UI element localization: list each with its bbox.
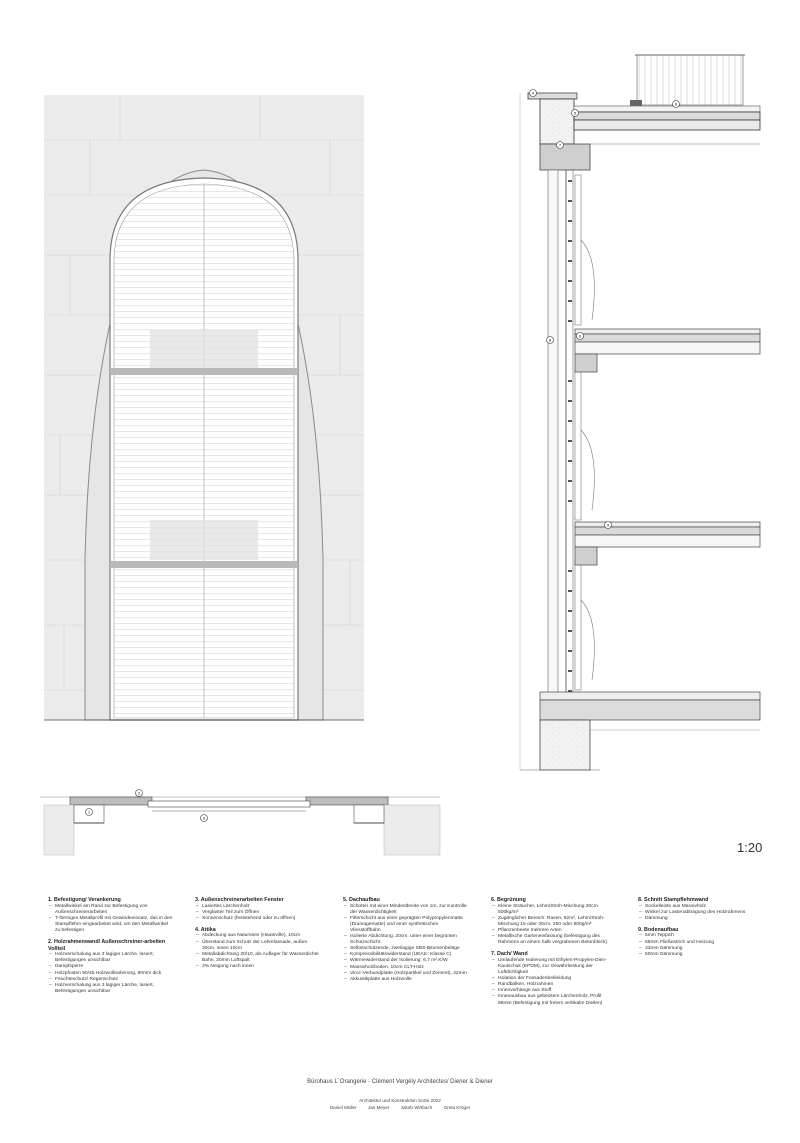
window-elements <box>575 175 594 690</box>
legend-section-title: 2. Holzrahmenwand/ Außenschreiner-arbeiten Vollteil <box>48 939 166 952</box>
legend-item: – Verglaster Teil zum Öffnen <box>195 910 320 916</box>
callout-9a: 9 <box>578 333 582 339</box>
shutter-band-lower <box>150 520 258 560</box>
plan-frame-right <box>306 797 388 805</box>
section-view <box>520 55 760 770</box>
legend-item: – Selbstschützende, zweilagige SBS-Bitumenbeläge <box>343 946 468 952</box>
callout-6: 6 <box>674 101 678 107</box>
legend-item: – Akkustikplatte aus Holzwolle <box>343 977 468 983</box>
legend-item: – Sonnenschutz (feststehend oder zu öffnen) <box>195 916 320 922</box>
legend-item: – Kompressibilitätswiderstand (UEAtc: Klasse C) <box>343 952 468 958</box>
legend-section-title: 9. Bodenaufbau <box>638 926 679 933</box>
shutter-profiles <box>568 180 572 692</box>
callout-5: 5 <box>573 110 577 116</box>
legend-item: – Metallwinkel am Rand zur Befestigung von Außenschreinerarbeiten <box>48 904 173 916</box>
callout-1: 1 <box>87 809 91 815</box>
footer-subtitle: Architektur und Konstruktion SoSe 2022 <box>359 1098 441 1103</box>
footer-title: Bürohaus L´Orangerie - Clément Vergély Architectes/ Diener & Diener <box>307 1079 493 1085</box>
callout-9b: 9 <box>606 522 610 528</box>
author-name: Daniel Müller <box>329 1105 357 1110</box>
garden-railing <box>637 55 743 105</box>
attika-wall <box>540 99 574 144</box>
foundation <box>540 720 590 770</box>
transom-upper <box>110 368 298 375</box>
legend-item: – Metallabdichtung 20/10, als Auflager für Wasserdichte Bahn, 20mm Luftspalt <box>195 952 320 964</box>
legend-item: – Metallische Garteneinfassung (befestigung des Rahmens an einem halb vergrabenen Betonblock) <box>491 934 616 946</box>
legend-section <box>48 897 173 934</box>
legend-column-4 <box>491 897 616 1012</box>
legend-section <box>195 897 320 922</box>
legend-item: – 3% Neigung nach innen <box>195 964 320 970</box>
shutter-band-upper <box>150 330 258 368</box>
roof-clt-slab <box>574 120 760 130</box>
author-name: Jan Meyer <box>367 1105 390 1110</box>
legend-section-title: 5. Dachaufbau <box>343 897 380 903</box>
legend-section-title: 8. Schnitt Stampflehmwand <box>638 897 709 903</box>
elevation-view <box>44 95 364 720</box>
legend-item: – Kleine Sträucher, Lehm/Stroh-Mischung 30cm 500kg/m² <box>491 904 616 916</box>
legend-item: – Dämmung <box>638 916 763 922</box>
legend-item: – Filterschicht aus einer geprägten Polypropylenmatte (Drainagematte) und einer synthetischen Vliesstoffbahn <box>343 916 468 934</box>
plan-view <box>40 790 440 856</box>
author-name: Greta Kröger <box>443 1105 471 1110</box>
legend-item: – T-förmiges Metallprofil mit Gewindeeinsatz, das in den Stampflehm eingearbeitet wird, um den Metallwinkel zu befestigen <box>48 916 173 934</box>
legend-item: – Holzpfosten 90/45 Holzwollisolierung, 80mm dick <box>48 971 173 977</box>
plan-frame-left <box>70 797 152 805</box>
legend-item: – 65mm Fließestrich und Heizung <box>638 940 763 946</box>
legend-section <box>343 897 468 983</box>
callout-8: 8 <box>548 337 552 343</box>
legend-item: – Dampfsperre <box>48 964 173 970</box>
legend-section-title: 6. Begrünung <box>491 897 526 903</box>
legend-item: – Zugänglicher Bereich: Rasen, 92m², Lehm/Stroh-Mischung 15 oder 30cm, 250 oder 500g/m² <box>491 916 616 928</box>
legend-section-title: 3. Außenschreinerarbeiten Fenster <box>195 897 284 903</box>
legend-item: – Holzverschalung aus 3 lagiger Lärche, lasiert, Befestigungen unsichtbar <box>48 952 173 964</box>
legend-item: – Sockelleiste aus Massivholz <box>638 904 763 910</box>
legend-section-title: 7. Dach/ Wand <box>491 951 528 958</box>
legend-section <box>638 927 763 958</box>
legend-item: – Umlaufende Isolierung mit Ethylen-Propylen-Dien-Kautschuk (EPDM), zur Gewährleistung der Luftdichtigkeit <box>491 958 616 976</box>
legend-item: – Innenvorhänge aus Stoff <box>491 988 616 994</box>
legend-item: – Innenausbau aus gebeiztem Lärchenholz, Profil 68mm (Befestigung mit freiem verbkalm Dieilen) <box>491 994 616 1006</box>
legend-column-2 <box>195 897 320 975</box>
roof-gravel <box>574 106 760 112</box>
legend-section-title: 1. Befestigung/ Verankerung <box>48 897 121 903</box>
legend-column-1 <box>48 897 173 1000</box>
scale-label: 1:20 <box>737 840 763 855</box>
legend-item: – Isolation der Fassadenbekleidung <box>491 976 616 982</box>
legend-section <box>195 927 320 970</box>
ground-floor-buildup <box>540 692 760 700</box>
callout-3: 3 <box>202 815 206 821</box>
callout-2: 2 <box>137 790 141 796</box>
legend-item: – Wärmewiderstand der Isolierung: 6,7 m².K/W <box>343 958 468 964</box>
legend-column-5 <box>638 897 763 963</box>
legend-item: – Winkel zur Lastenabtragung des Holzrahmens <box>638 910 763 916</box>
legend-item: – Isolierte Abdichtung, 20cm, unter einer begrünten Schutzschicht <box>343 934 468 946</box>
legend-section <box>491 897 616 946</box>
legend-item: – Randbalken, Holzrahmen <box>491 982 616 988</box>
garden-edging <box>630 100 642 106</box>
callout-4: 4 <box>531 90 535 96</box>
legend-item: – Feuchteschutz/ Regenschutz <box>48 977 173 983</box>
plan-window <box>148 801 310 807</box>
legend-item: – Holzverschalung aus 3 lagiger Lärche, lasiert, Befestigungen unsichtbar <box>48 983 173 995</box>
legend-item: – Massivholzboden, 10cm CLT-Holz <box>343 965 468 971</box>
ring-beam-top <box>540 144 590 170</box>
legend-section-title: 4. Attika <box>195 926 216 933</box>
legend-item: – Viroc-Verbundplatte (Holzpartikel und Zement), 22mm <box>343 971 468 977</box>
legend-column-3 <box>343 897 468 988</box>
legend-item: – Pflanzenbeete mehrere Arten <box>491 928 616 934</box>
footer-names <box>0 1105 800 1110</box>
legend-item: – Abdeckung aus Naturstein (Hauteville), 10cm <box>195 933 320 939</box>
floor-slab-lower <box>575 522 760 527</box>
callout-7: 7 <box>558 142 562 148</box>
legend-item: – 5mm Teppich <box>638 933 763 939</box>
legend-item: – Überstand zum Schutz der Lehmfassade, außen 30cm, innen 10cm <box>195 940 320 952</box>
legend-item: – 33mm Dämmung <box>638 946 763 952</box>
legend-section <box>491 951 616 1006</box>
floor-slab-upper <box>575 329 760 334</box>
roof-insulation <box>574 112 760 120</box>
legend-section <box>638 897 763 922</box>
legend-item: – 50mm Dämmung <box>638 952 763 958</box>
legend-item: – Schotter mit einer Mindestbreite von 1m, zur Kontrolle der Wasserdichtigkeit <box>343 904 468 916</box>
facade-cladding <box>548 170 558 725</box>
transom-lower <box>110 561 298 568</box>
author-name: Jakob Wirtbach <box>400 1105 433 1110</box>
legend-item: – Lasiertes Lärchenholz <box>195 904 320 910</box>
legend-section <box>48 939 173 995</box>
